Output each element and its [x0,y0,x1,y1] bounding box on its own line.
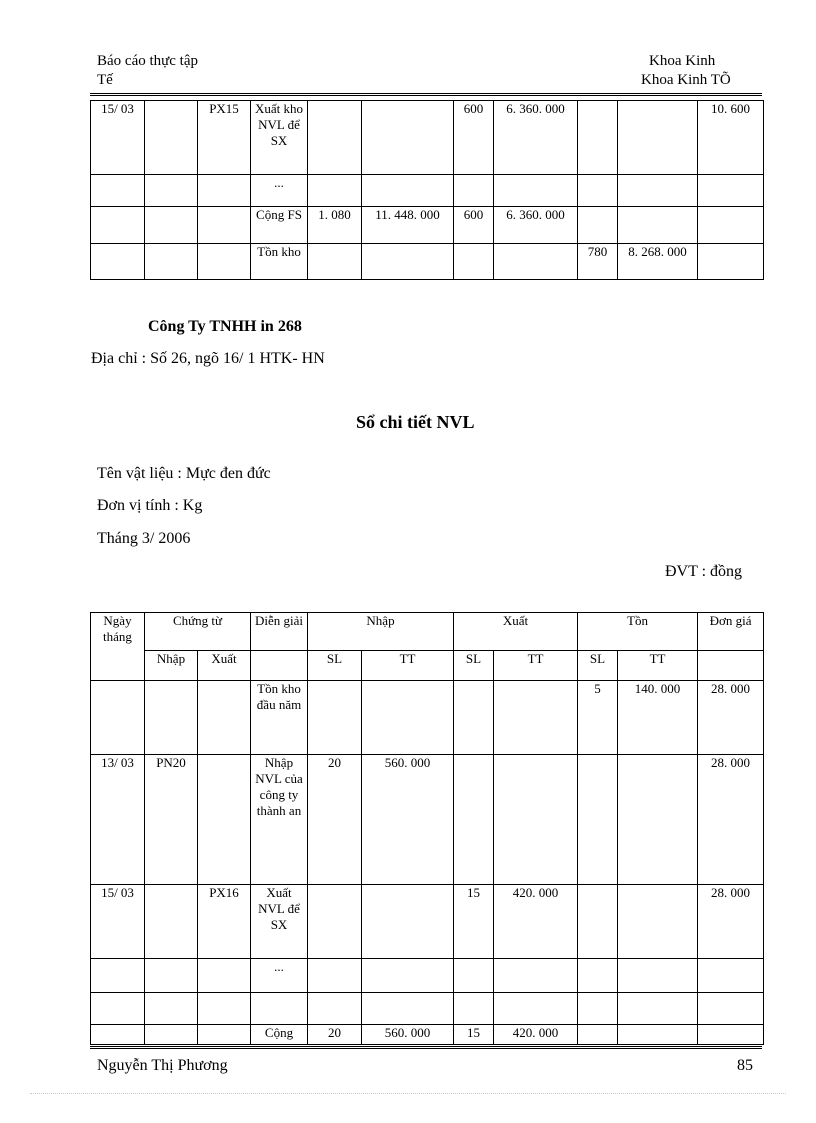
table-cell [578,993,618,1025]
table-cell [494,244,578,280]
table-cell [494,755,578,885]
currency-unit: ĐVT : đồng [665,563,743,580]
col-header-voucher: Chứng từ [145,613,251,651]
table-cell [198,244,251,280]
table-cell [362,175,454,207]
table-cell [198,207,251,244]
table-cell [578,959,618,993]
table-cell: ... [251,959,308,993]
table-cell: 8. 268. 000 [618,244,698,280]
table-cell [308,885,362,959]
table-cell [198,993,251,1025]
table-cell: 15/ 03 [91,101,145,175]
table-cell [91,959,145,993]
table-cell: 1. 080 [308,207,362,244]
table-cell [618,755,698,885]
table-cell [618,885,698,959]
table-cell: 11. 448. 000 [362,207,454,244]
table-cell [454,993,494,1025]
table-cell: Xuất kho NVL để SX [251,101,308,175]
table-cell [308,959,362,993]
col-header-tt: TT [618,651,698,681]
footer-page-number: 85 [737,1057,753,1074]
table-cell [91,1025,145,1045]
table-cell [494,993,578,1025]
table-cell [578,207,618,244]
table-cell: 780 [578,244,618,280]
table-cell [454,175,494,207]
ledger-title: Sổ chi tiết NVL [356,412,475,432]
header-right-line2: Khoa Kinh TÕ [641,72,731,88]
table-cell [698,207,764,244]
table-cell: 5 [578,681,618,755]
table-cell [362,993,454,1025]
table-cell [308,175,362,207]
table-cell: 15 [454,1025,494,1045]
table-cell [145,959,198,993]
table-cell: 20 [308,755,362,885]
table-cell [698,1025,764,1045]
table-cell [494,681,578,755]
table-cell: Tồn kho đầu năm [251,681,308,755]
footer-author: Nguyễn Thị Phương [97,1057,228,1074]
table-cell: 420. 000 [494,885,578,959]
table-row [91,175,764,207]
table-cell [698,959,764,993]
table-cell [308,681,362,755]
main-ledger-table [90,612,764,1045]
table-header-row [91,613,764,651]
table-cell: 13/ 03 [91,755,145,885]
table-cell: PX15 [198,101,251,175]
table-cell [618,101,698,175]
table-cell: 28. 000 [698,755,764,885]
table-cell: 6. 360. 000 [494,101,578,175]
table-cell: PN20 [145,755,198,885]
table-cell: Xuất NVL để SX [251,885,308,959]
material-name: Tên vật liệu : Mực đen đức [97,465,271,482]
col-header-sl: SL [454,651,494,681]
table-cell: PX16 [198,885,251,959]
table-cell: Cộng [251,1025,308,1045]
table-cell [362,959,454,993]
col-header-sl: SL [308,651,362,681]
page-bottom-divider [30,1093,786,1094]
table-cell [578,101,618,175]
table-cell [454,959,494,993]
table-cell [578,1025,618,1045]
table-cell [698,175,764,207]
header-left-line2: Tế [97,72,113,88]
table-cell [362,101,454,175]
table-cell [454,755,494,885]
col-header-stock: Tồn [578,613,698,651]
col-header-import: Nhập [308,613,454,651]
table-cell [145,244,198,280]
footer-rule [90,1046,762,1049]
table-cell [198,681,251,755]
table-cell: Tồn kho [251,244,308,280]
table-cell: 560. 000 [362,755,454,885]
col-header-voucher-out: Xuất [198,651,251,681]
header-left-line1: Báo cáo thực tập [97,53,199,69]
table-row [91,885,764,959]
header-right-line1: Khoa Kinh [649,53,716,69]
company-name: Công Ty TNHH in 268 [148,318,302,335]
col-header-voucher-in: Nhập [145,651,198,681]
table-cell [578,885,618,959]
table-cell [578,755,618,885]
table-cell [145,175,198,207]
table-cell: 420. 000 [494,1025,578,1045]
material-unit: Đơn vị tính : Kg [97,497,203,514]
table-cell: 28. 000 [698,681,764,755]
col-header-price: Đơn giá [698,613,764,651]
col-header-tt: TT [362,651,454,681]
col-header-blank [698,651,764,681]
table-cell [618,175,698,207]
table-cell [145,993,198,1025]
table-row [91,681,764,755]
table-cell [91,993,145,1025]
col-header-desc: Diễn giải [251,613,308,651]
table-cell [308,993,362,1025]
material-month: Tháng 3/ 2006 [97,530,191,547]
table-cell: 600 [454,101,494,175]
table-cell [91,175,145,207]
table-cell [91,207,145,244]
table-cell: 10. 600 [698,101,764,175]
table-cell [145,1025,198,1045]
table-cell [145,101,198,175]
table-cell: 15/ 03 [91,885,145,959]
table-cell [362,681,454,755]
table-cell [698,244,764,280]
table-row [91,993,764,1025]
table-cell: 140. 000 [618,681,698,755]
top-ledger-table [90,100,764,280]
table-cell [362,244,454,280]
header-rule [90,93,762,96]
company-address: Địa chỉ : Số 26, ngõ 16/ 1 HTK- HN [91,350,325,367]
table-cell: 600 [454,207,494,244]
table-row [91,101,764,175]
table-cell: 20 [308,1025,362,1045]
table-cell [145,885,198,959]
table-cell: 15 [454,885,494,959]
table-cell [494,959,578,993]
col-header-blank [251,651,308,681]
table-cell [362,885,454,959]
col-header-export: Xuất [454,613,578,651]
table-row [91,244,764,280]
table-row [91,755,764,885]
table-cell [308,101,362,175]
table-cell: Cộng FS [251,207,308,244]
table-row [91,207,764,244]
table-cell: 28. 000 [698,885,764,959]
table-cell: Nhập NVL của công ty thành an [251,755,308,885]
table-cell [198,1025,251,1045]
table-cell [578,175,618,207]
table-cell [198,175,251,207]
table-cell [494,175,578,207]
table-row [91,959,764,993]
table-row [91,1025,764,1045]
table-cell [198,959,251,993]
table-cell [251,993,308,1025]
table-cell [308,244,362,280]
table-header-row [91,651,764,681]
table-cell [618,993,698,1025]
col-header-tt: TT [494,651,578,681]
table-cell [618,207,698,244]
table-cell [454,681,494,755]
table-cell [91,244,145,280]
table-cell [618,1025,698,1045]
table-cell [91,681,145,755]
table-cell: 6. 360. 000 [494,207,578,244]
table-cell [618,959,698,993]
table-cell [698,993,764,1025]
table-cell: ... [251,175,308,207]
table-cell: 560. 000 [362,1025,454,1045]
col-header-date: Ngày tháng [91,613,145,681]
col-header-sl: SL [578,651,618,681]
table-cell [454,244,494,280]
table-cell [145,207,198,244]
table-cell [145,681,198,755]
table-cell [198,755,251,885]
